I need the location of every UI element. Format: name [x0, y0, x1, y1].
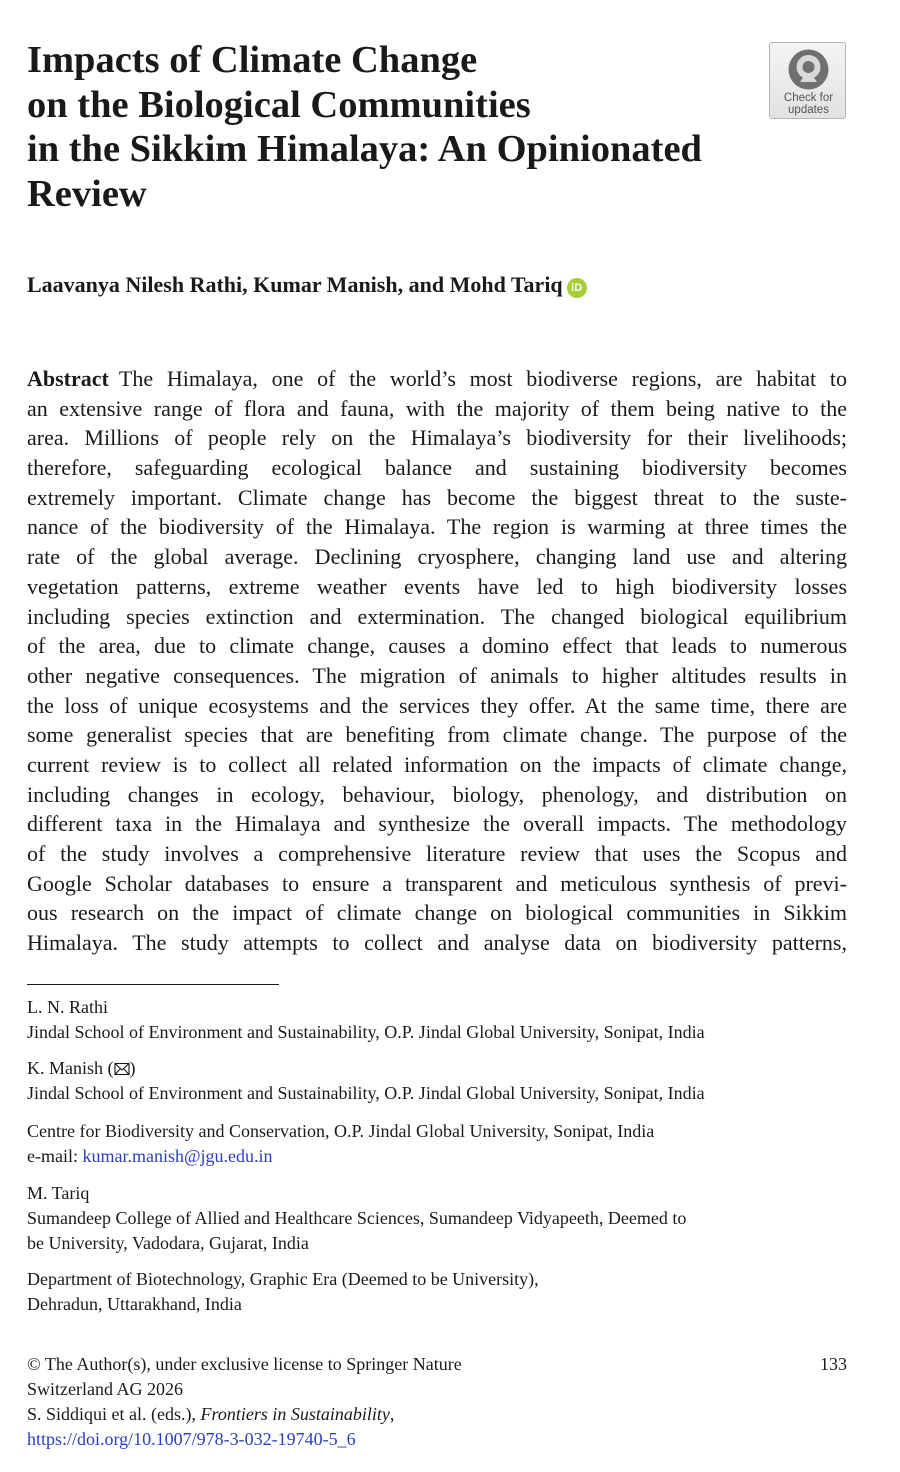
affiliation-tariq-2 [27, 1267, 847, 1317]
check-for-updates-label: Check for updates [783, 92, 834, 116]
author-list [27, 271, 587, 299]
abstract-line: an extensive range of flora and fauna, with the majority of them being native to the [27, 395, 847, 421]
orcid-icon[interactable]: iD [567, 278, 587, 298]
footnote-divider [27, 984, 279, 985]
abstract-line: Abstract The Himalaya, one of the world’s most biodiverse regions, are habitat to [27, 366, 847, 391]
abstract-line: some generalist species that are benefiting from climate change. The purpose of the [27, 722, 847, 748]
affiliation-rathi [27, 995, 847, 1045]
abstract-line: Himalaya. The study attempts to collect and analyse data on biodiversity patterns, [27, 930, 847, 956]
doi-line [27, 1427, 847, 1452]
abstract-line: current review is to collect all related information on the impacts of climate change, [27, 751, 847, 777]
copyright-footer [27, 1352, 847, 1452]
copyright-line: © The Author(s), under exclusive license to Springer Nature [27, 1354, 462, 1374]
abstract-line: including species extinction and extermination. The changed biological equilibrium [27, 603, 847, 629]
abstract-line: nance of the biodiversity of the Himalaya. The region is warming at three times the [27, 514, 847, 540]
authors-text: Laavanya Nilesh Rathi, Kumar Manish, and Mohd Tariq [27, 272, 563, 297]
envelope-icon[interactable] [114, 1062, 130, 1076]
email-link[interactable]: kumar.manish@jgu.edu.in [82, 1146, 273, 1166]
title-line: Impacts of Climate Change [27, 39, 478, 81]
author-name: L. N. Rathi [27, 997, 108, 1017]
abstract-line: area. Millions of people rely on the Himalaya’s biodiversity for their livelihoods; [27, 425, 847, 451]
citation-line: S. Siddiqui et al. (eds.), Frontiers in Sustainability, [27, 1404, 395, 1424]
title-line: in the Sikkim Himalaya: An Opinionated [27, 128, 702, 170]
affiliation-manish [27, 1056, 847, 1106]
abstract-line: Google Scholar databases to ensure a transparent and meticulous synthesis of previ- [27, 870, 847, 896]
page-number: 133 [820, 1354, 847, 1374]
abstract-line: therefore, safeguarding ecological balance and sustaining biodiversity becomes [27, 455, 847, 481]
abstract-line: extremely important. Climate change has become the biggest threat to the suste- [27, 484, 847, 510]
title-line: on the Biological Communities [27, 83, 531, 126]
abstract-label: Abstract [27, 366, 109, 391]
affiliation-text: Jindal School of Environment and Sustainability, O.P. Jindal Global University, Sonipat, India [27, 1022, 705, 1042]
affiliation-text: Centre for Biodiversity and Conservation, O.P. Jindal Global University, Sonipat, India [27, 1121, 655, 1141]
affiliation-text: be University, Vadodara, Gujarat, India [27, 1233, 309, 1253]
email-line [27, 1144, 847, 1169]
abstract-line: vegetation patterns, extreme weather events have led to high biodiversity losses [27, 573, 847, 599]
author-name: K. Manish [27, 1058, 103, 1078]
affiliation-text: Department of Biotechnology, Graphic Era (Deemed to be University), [27, 1269, 539, 1289]
email-label: e-mail: [27, 1146, 78, 1166]
affiliation-manish-2 [27, 1119, 847, 1169]
abstract [27, 364, 847, 958]
abstract-line: other negative consequences. The migration of animals to higher altitudes results in [27, 662, 847, 688]
affiliation-tariq [27, 1181, 847, 1256]
abstract-line: of the study involves a comprehensive literature review that uses the Scopus and [27, 841, 847, 866]
check-for-updates-icon [787, 48, 830, 91]
author-name: M. Tariq [27, 1183, 90, 1203]
check-for-updates-badge[interactable] [769, 42, 846, 119]
abstract-line: different taxa in the Himalaya and synthesize the overall impacts. The methodology [27, 811, 847, 837]
book-title: Frontiers in Sustainability [200, 1404, 390, 1424]
affiliation-text: Sumandeep College of Allied and Healthcare Sciences, Sumandeep Vidyapeeth, Deemed to [27, 1208, 687, 1228]
abstract-line: of the area, due to climate change, causes a domino effect that leads to numerous [27, 633, 847, 659]
abstract-line: rate of the global average. Declining cryosphere, changing land use and altering [27, 544, 847, 570]
paper-title [27, 38, 747, 216]
copyright-line: Switzerland AG 2026 [27, 1379, 183, 1399]
editors: S. Siddiqui et al. (eds.), [27, 1404, 196, 1424]
affiliation-text: Dehradun, Uttarakhand, India [27, 1294, 242, 1314]
affiliation-text: Jindal School of Environment and Sustainability, O.P. Jindal Global University, Sonipat, India [27, 1083, 705, 1103]
abstract-line: the loss of unique ecosystems and the services they offer. At the same time, there are [27, 692, 847, 718]
abstract-line: including changes in ecology, behaviour, biology, phenology, and distribution on [27, 781, 847, 807]
doi-link[interactable]: https://doi.org/10.1007/978-3-032-19740-5_6 [27, 1429, 356, 1449]
title-line: Review [27, 172, 147, 215]
abstract-line: ous research on the impact of climate change on biological communities in Sikkim [27, 900, 847, 926]
author-name-line: K. Manish ( ) [27, 1058, 136, 1078]
